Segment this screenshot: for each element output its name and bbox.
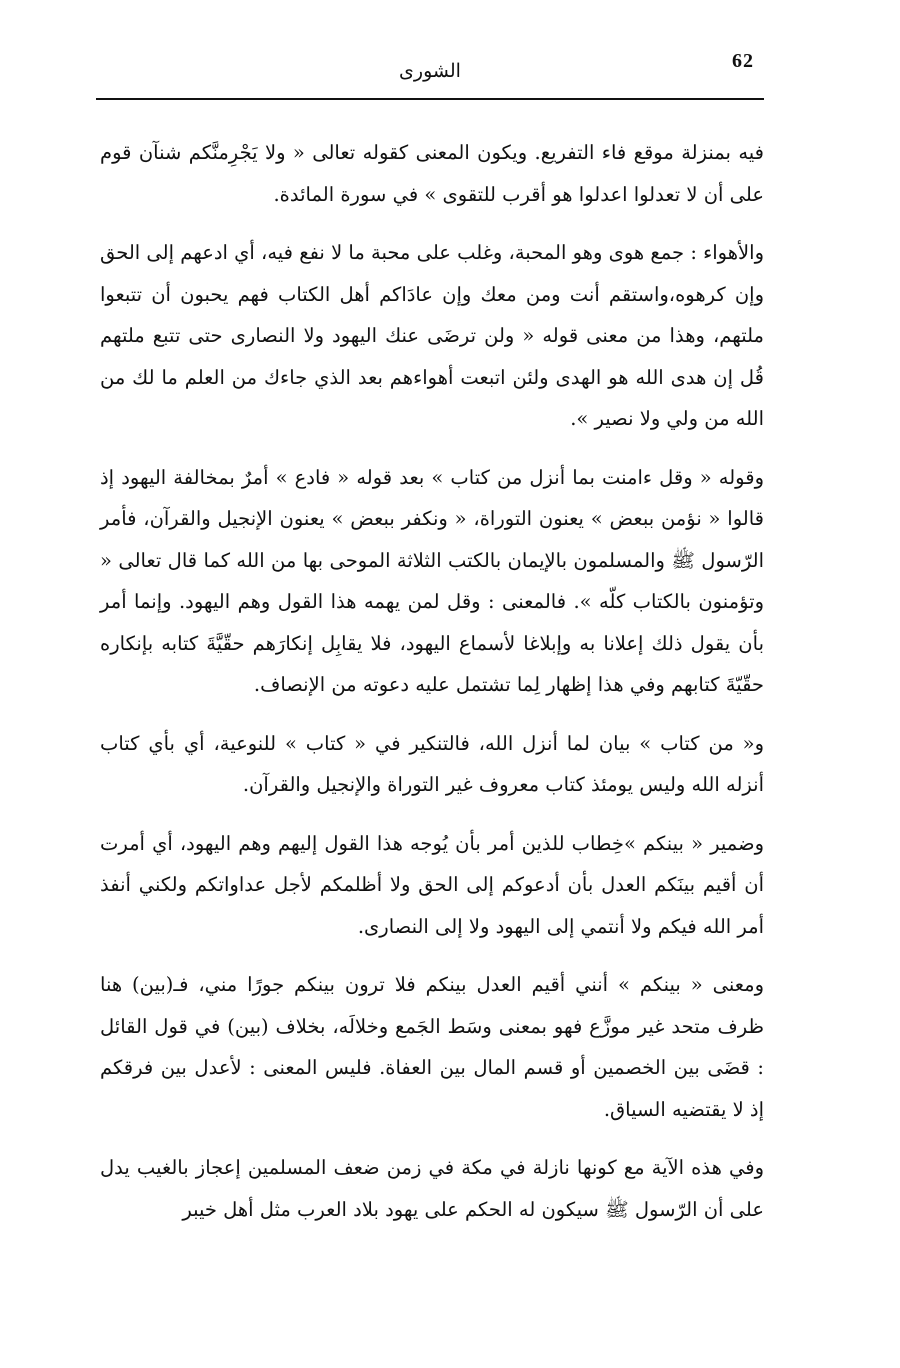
paragraph: ومعنى « بينكم » أنني أقيم العدل بينكم فلا ترون بينكم جورًا مني، فـ(بين) هنا ظرف متحد غير موزَّع فهو بمعنى وسَط الجَمع وخلالَه، بخلاف (بين) في قول القائل : قضَى بين الخصمين أو قسم المال بين العفاة. فليس المعنى : لأعدل بين فرقكم إذ لا يقتضيه السياق. — [100, 973, 764, 1121]
body-text — [100, 132, 764, 1247]
paragraph: وقوله « وقل ءامنت بما أنزل من كتاب » بعد قوله « فادع » أمرٌ بمخالفة اليهود إذ قالوا « نؤمن ببعض » يعنون التوراة، « ونكفر ببعض » يعنون الإنجيل والقرآن، فأمر الرّسول ﷺ والمسلمون بالإيمان بالكتب الثلاثة الموحى بها من الله كما قال تعالى « وتؤمنون بالكتاب كلّه ». فالمعنى : وقل لمن يهمه هذا القول وهم اليهود. وإنما أمر بأن يقول ذلك إعلانا به وإبلاغا لأسماع اليهود، فلا يقابِل إنكارَهم حقّيَّةَ كتابه بإنكاره حقّيّةَ كتابهم وفي هذا إظهار لِما تشتمل عليه دعوته من الإنصاف. — [100, 465, 764, 696]
paragraph: وفي هذه الآية مع كونها نازلة في مكة في زمن ضعف المسلمين إعجاز بالغيب يدل على أن الرّسول ﷺ سيكون له الحكم على يهود بلاد العرب مثل أهل خيبر — [100, 1156, 764, 1221]
paragraph: فيه بمنزلة موقع فاء التفريع. ويكون المعنى كقوله تعالى « ولا يَجْرِمنَّكم شنآن قوم على أن لا تعدلوا اعدلوا هو أقرب للتقوى » في سورة المائدة. — [100, 141, 764, 206]
header-rule — [96, 98, 764, 100]
running-title: الشورى — [399, 60, 461, 82]
paragraph: والأهواء : جمع هوى وهو المحبة، وغلب على محبة ما لا نفع فيه، أي ادعهم إلى الحق وإن كرهوه،واستقم أنت ومن معك وإن عادَاكم أهل الكتاب فهم يحبون أن تتبعوا ملتهم، وهذا من معنى قوله « ولن ترضَى عنك اليهود ولا النصارى حتى تتبع ملتهم قُل إن هدى الله هو الهدى ولئن اتبعت أهواءهم بعد الذي جاءك من العلم ما لك من الله من ولي ولا نصير ». — [100, 241, 764, 430]
page-number: 62 — [732, 50, 754, 72]
paragraph: وضمير « بينكم »خِطاب للذين أمر بأن يُوجه هذا القول إليهم وهم اليهود، أي أمرت أن أقيم بينَكم العدل بأن أدعوكم إلى الحق ولا أظلمكم لأجل عداواتكم ولكني أنفذ أمر الله فيكم ولا أنتمي إلى اليهود ولا إلى النصارى. — [100, 831, 764, 938]
paragraph: و« من كتاب » بيان لما أنزل الله، فالتنكير في « كتاب » للنوعية، أي بأي كتاب أنزله الله وليس يومئذ كتاب معروف غير التوراة والإنجيل والقرآن. — [100, 731, 764, 796]
page-header — [96, 44, 764, 104]
